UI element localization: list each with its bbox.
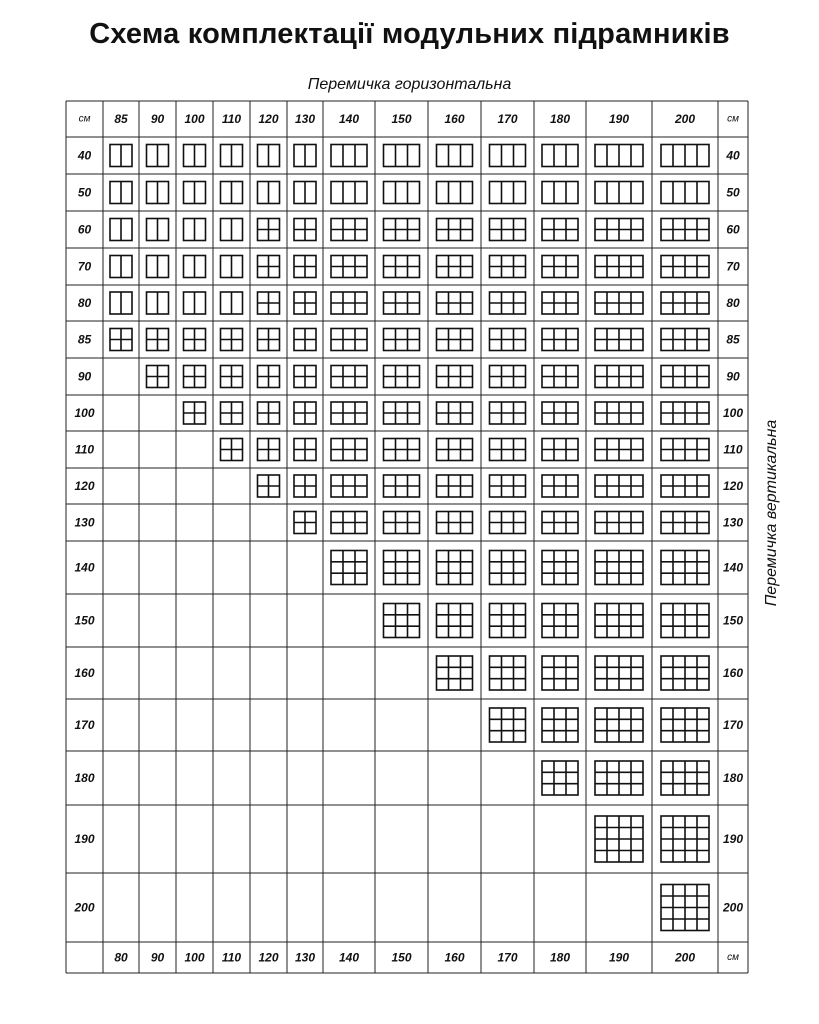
frame-icon [595, 182, 643, 204]
frame-icon [542, 182, 578, 204]
frame-icon [595, 475, 643, 497]
width-header-190: 190 [608, 112, 630, 126]
frame-icon [542, 512, 578, 534]
frame-icon [384, 256, 420, 278]
frame-icon [595, 329, 643, 351]
frame-icon [221, 329, 243, 351]
frame-icon [184, 402, 206, 424]
frame-icon [384, 145, 420, 167]
frame-icon [661, 292, 709, 314]
height-label-left-130: 130 [74, 515, 95, 530]
width-header-200: 200 [674, 112, 696, 126]
frame-icon [147, 145, 169, 167]
frame-icon [437, 329, 473, 351]
frame-icon [221, 256, 243, 278]
frame-icon [110, 182, 132, 204]
frame-icon [437, 182, 473, 204]
frame-icon [661, 512, 709, 534]
frame-icon [490, 551, 526, 585]
horizontal-crossbar-label: Перемичка горизонтальна [307, 76, 512, 93]
width-footer-90: 90 [150, 950, 165, 965]
frame-icon [258, 145, 280, 167]
width-footer-140: 140 [338, 950, 360, 965]
frame-icon [221, 145, 243, 167]
unit-label: см [727, 952, 739, 963]
frame-icon [294, 439, 316, 461]
frame-icon [490, 475, 526, 497]
frame-icon [661, 551, 709, 585]
frame-icon [184, 145, 206, 167]
frame-icon [331, 402, 367, 424]
frame-icon [595, 292, 643, 314]
frame-icon [294, 402, 316, 424]
frame-icon [384, 219, 420, 241]
frame-icon [542, 708, 578, 742]
width-header-130: 130 [294, 112, 316, 126]
width-footer-170: 170 [497, 950, 518, 965]
frame-icon [258, 475, 280, 497]
height-label-right-160: 160 [722, 666, 744, 680]
frame-icon [437, 219, 473, 241]
height-label-right-70: 70 [726, 259, 740, 274]
frame-icon [437, 366, 473, 388]
frame-icon [258, 219, 280, 241]
width-footer-80: 80 [114, 950, 128, 965]
width-header-160: 160 [444, 112, 465, 126]
frame-icon [542, 604, 578, 638]
height-label-left-180: 180 [74, 771, 95, 785]
frame-icon [542, 256, 578, 278]
frame-icon [661, 402, 709, 424]
height-label-left-190: 190 [74, 832, 95, 846]
unit-label: см [727, 113, 739, 125]
height-label-left-100: 100 [74, 406, 95, 420]
frame-icon [110, 292, 132, 314]
frame-icon [542, 145, 578, 167]
frame-icon [294, 292, 316, 314]
frame-icon [490, 604, 526, 638]
frame-icon [384, 182, 420, 204]
frame-icon [595, 816, 643, 862]
height-label-right-120: 120 [722, 479, 744, 493]
frame-icon [331, 256, 367, 278]
frame-icon [437, 145, 473, 167]
frame-icon [661, 366, 709, 388]
frame-icon [661, 761, 709, 795]
height-label-right-90: 90 [726, 369, 740, 384]
frame-icon [110, 256, 132, 278]
frame-icon [331, 182, 367, 204]
frame-icon [331, 145, 367, 167]
frame-icon [595, 256, 643, 278]
width-header-170: 170 [497, 112, 518, 126]
frame-icon [542, 656, 578, 690]
frame-icon [331, 551, 367, 585]
width-footer-130: 130 [294, 950, 316, 965]
width-footer-150: 150 [391, 950, 412, 965]
frame-icon [221, 219, 243, 241]
frame-icon [595, 439, 643, 461]
frame-icon [147, 219, 169, 241]
frame-icon [490, 329, 526, 351]
frame-icon [258, 439, 280, 461]
frame-icon [437, 551, 473, 585]
height-label-right-85: 85 [726, 332, 740, 347]
frame-icon [110, 219, 132, 241]
frame-icon [331, 512, 367, 534]
height-label-left-85: 85 [77, 332, 92, 347]
frame-icon [661, 182, 709, 204]
frame-icon [661, 656, 709, 690]
frame-icon [437, 475, 473, 497]
frame-icon [147, 329, 169, 351]
frame-icon [490, 656, 526, 690]
frame-icon [384, 292, 420, 314]
frame-icon [384, 366, 420, 388]
frame-icon [661, 329, 709, 351]
frame-icon [221, 182, 243, 204]
frame-icon [661, 604, 709, 638]
page-title: Схема комплектації модульних підрамників [89, 18, 730, 50]
frame-icon [490, 366, 526, 388]
frame-icon [437, 604, 473, 638]
frame-icon [294, 182, 316, 204]
frame-icon [595, 219, 643, 241]
frame-icon [258, 182, 280, 204]
height-label-right-130: 130 [722, 515, 744, 530]
width-footer-180: 180 [549, 950, 571, 965]
height-label-right-110: 110 [723, 442, 743, 457]
frame-icon [258, 292, 280, 314]
frame-icon [542, 292, 578, 314]
frame-icon [384, 439, 420, 461]
height-label-left-90: 90 [77, 369, 92, 384]
frame-icon [384, 512, 420, 534]
frame-icon [331, 329, 367, 351]
frame-icon [661, 145, 709, 167]
frame-icon [661, 256, 709, 278]
frame-icon [258, 366, 280, 388]
height-label-right-140: 140 [722, 560, 744, 575]
frame-icon [258, 402, 280, 424]
height-label-right-40: 40 [726, 148, 740, 163]
frame-icon [661, 885, 709, 931]
height-label-right-60: 60 [726, 222, 740, 237]
height-label-right-180: 180 [722, 771, 744, 785]
frame-icon [595, 402, 643, 424]
width-header-85: 85 [114, 112, 128, 126]
frame-icon [294, 219, 316, 241]
width-footer-200: 200 [674, 950, 696, 965]
frame-icon [384, 475, 420, 497]
frame-icon [384, 402, 420, 424]
width-header-110: 110 [221, 112, 242, 126]
frame-icon [294, 475, 316, 497]
frame-icon [595, 708, 643, 742]
frame-icon [294, 145, 316, 167]
width-header-140: 140 [338, 112, 360, 126]
width-header-100: 100 [184, 112, 205, 126]
frame-icon [437, 656, 473, 690]
height-label-left-110: 110 [74, 442, 95, 457]
frame-icon [331, 475, 367, 497]
frame-icon [184, 219, 206, 241]
frame-icon [595, 366, 643, 388]
height-label-left-170: 170 [74, 718, 95, 732]
frame-icon [490, 708, 526, 742]
frame-icon [221, 366, 243, 388]
frame-icon [147, 182, 169, 204]
frame-icon [542, 439, 578, 461]
frame-icon [437, 439, 473, 461]
frame-icon [490, 182, 526, 204]
frame-icon [384, 551, 420, 585]
height-label-left-140: 140 [74, 560, 95, 575]
frame-icon [490, 439, 526, 461]
width-header-150: 150 [391, 112, 412, 126]
frame-icon [221, 402, 243, 424]
frame-icon [184, 292, 206, 314]
frame-icon [331, 439, 367, 461]
frame-icon [221, 439, 243, 461]
frame-icon [490, 219, 526, 241]
height-label-right-170: 170 [722, 718, 744, 732]
frame-icon [437, 292, 473, 314]
width-header-120: 120 [258, 112, 279, 126]
frame-icon [542, 761, 578, 795]
frame-icon [221, 292, 243, 314]
width-footer-160: 160 [444, 950, 465, 965]
frame-icon [294, 366, 316, 388]
frame-icon [595, 656, 643, 690]
frame-icon [542, 219, 578, 241]
frame-icon [437, 256, 473, 278]
frame-icon [661, 439, 709, 461]
frame-icon [490, 512, 526, 534]
frame-icon [490, 292, 526, 314]
frame-icon [542, 475, 578, 497]
width-header-90: 90 [150, 112, 165, 126]
frame-icon [437, 402, 473, 424]
width-header-180: 180 [549, 112, 571, 126]
frame-icon [595, 604, 643, 638]
vertical-crossbar-label: Перемичка вертикальна [763, 419, 780, 607]
frame-icon [147, 256, 169, 278]
frame-icon [437, 512, 473, 534]
height-label-left-160: 160 [74, 666, 95, 680]
frame-icon [147, 292, 169, 314]
frame-icon [184, 366, 206, 388]
height-label-right-100: 100 [722, 406, 744, 420]
frame-icon [661, 219, 709, 241]
height-label-left-150: 150 [74, 613, 95, 628]
frame-icon [184, 256, 206, 278]
height-label-left-120: 120 [74, 479, 95, 493]
frame-icon [331, 366, 367, 388]
frame-icon [661, 816, 709, 862]
frame-icon [595, 512, 643, 534]
height-label-left-70: 70 [77, 259, 92, 274]
height-label-right-200: 200 [722, 900, 744, 915]
height-label-right-80: 80 [726, 296, 740, 310]
width-footer-110: 110 [221, 950, 242, 965]
frame-icon [110, 145, 132, 167]
width-footer-100: 100 [184, 950, 205, 965]
height-label-right-150: 150 [722, 613, 744, 628]
frame-icon [490, 402, 526, 424]
frame-icon [542, 551, 578, 585]
frame-icon [294, 512, 316, 534]
frame-icon [147, 366, 169, 388]
height-label-left-200: 200 [74, 900, 95, 915]
height-label-left-40: 40 [77, 148, 92, 163]
frame-icon [595, 761, 643, 795]
frame-icon [384, 329, 420, 351]
frame-icon [542, 366, 578, 388]
height-label-left-60: 60 [77, 222, 92, 237]
frame-icon [490, 256, 526, 278]
frame-icon [110, 329, 132, 351]
height-label-left-50: 50 [77, 185, 92, 200]
unit-label: см [78, 113, 91, 125]
frame-icon [331, 219, 367, 241]
height-label-right-190: 190 [722, 832, 744, 846]
width-footer-190: 190 [608, 950, 630, 965]
frame-icon [294, 256, 316, 278]
frame-icon [294, 329, 316, 351]
frame-icon [595, 145, 643, 167]
frame-icon [661, 475, 709, 497]
frame-icon [384, 604, 420, 638]
frame-icon [661, 708, 709, 742]
frame-icon [542, 329, 578, 351]
frame-icon [258, 329, 280, 351]
frame-icon [331, 292, 367, 314]
frame-icon [184, 329, 206, 351]
frame-icon [490, 145, 526, 167]
height-label-left-80: 80 [77, 296, 92, 310]
width-footer-120: 120 [258, 950, 279, 965]
frame-icon [595, 551, 643, 585]
height-label-right-50: 50 [726, 185, 740, 200]
frame-icon [184, 182, 206, 204]
frame-icon [258, 256, 280, 278]
frame-icon [542, 402, 578, 424]
